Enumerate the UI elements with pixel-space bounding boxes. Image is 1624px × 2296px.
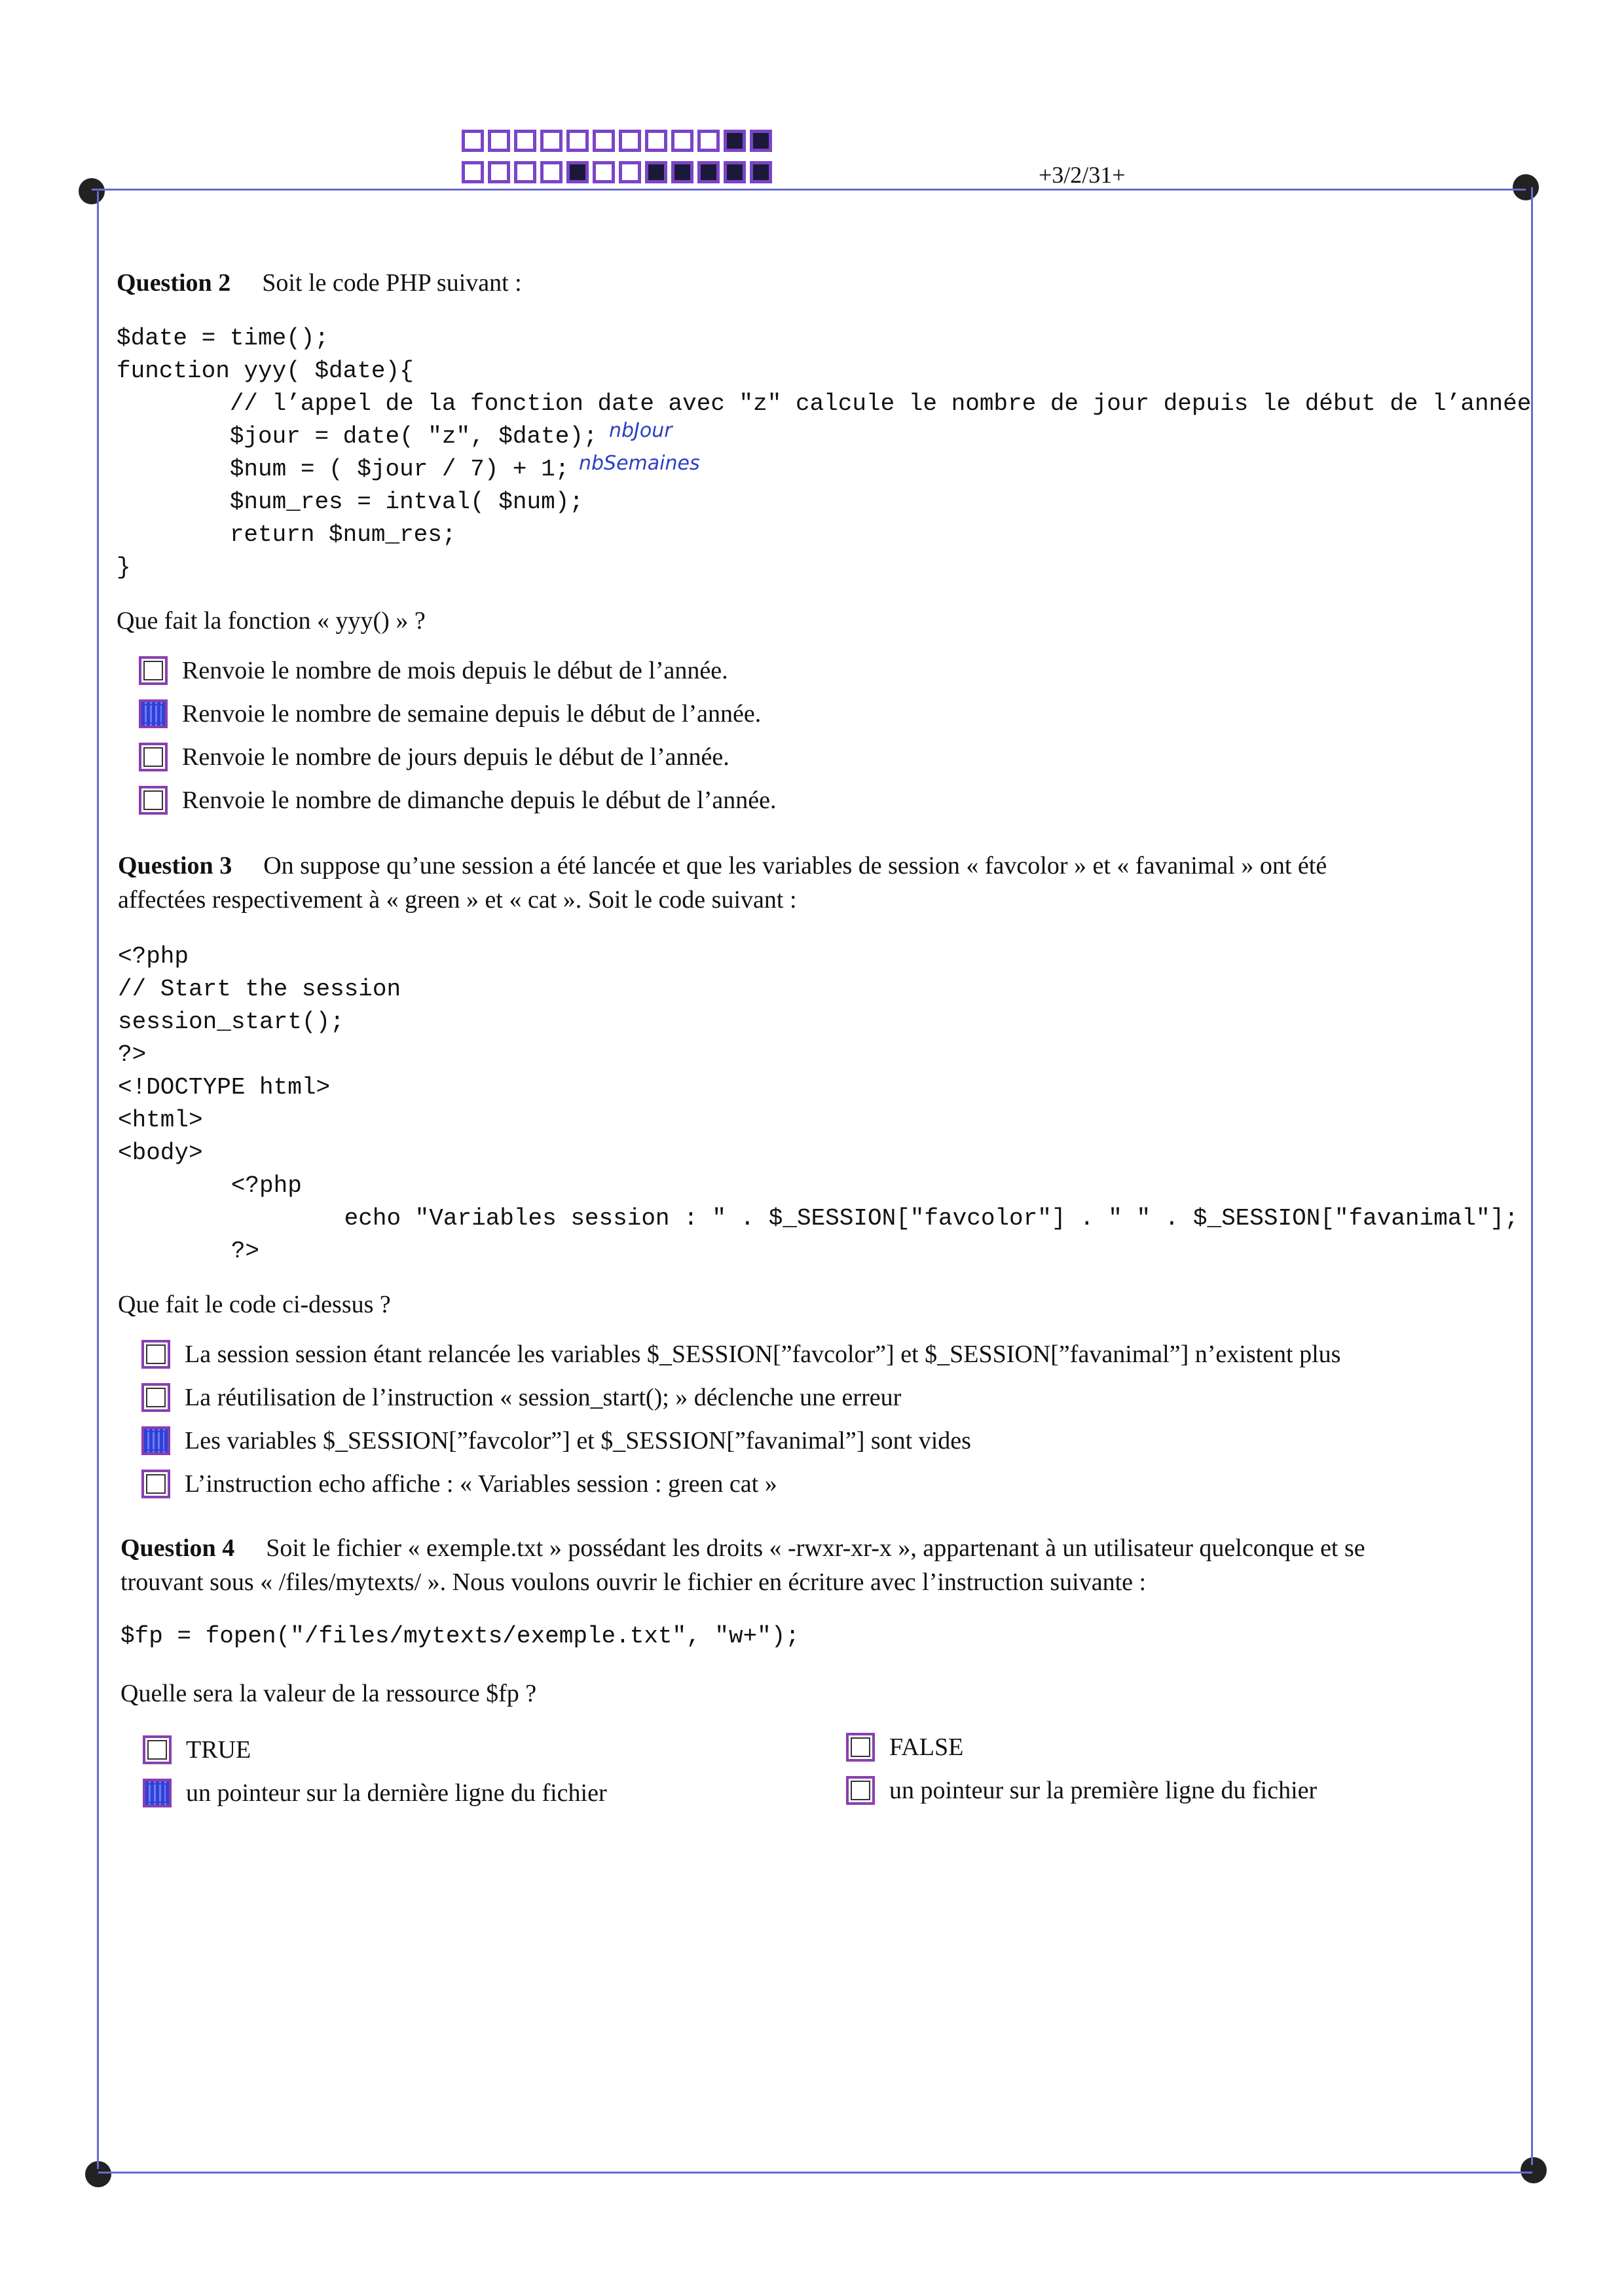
question-2-question: Que fait la fonction « yyy() » ? (117, 607, 426, 635)
question-4-header (120, 1531, 1365, 1565)
q4-option-false[interactable] (846, 1733, 963, 1762)
q2-option-3[interactable] (139, 743, 729, 771)
id-cell (750, 130, 772, 152)
id-cell (750, 161, 772, 183)
code-line: function yyy( $date){ (117, 358, 414, 384)
id-cell (645, 161, 667, 183)
question-2-code (117, 322, 1531, 584)
id-cell (619, 130, 641, 152)
q4-option-last-line-label: un pointeur sur la dernière ligne du fichier (186, 1779, 607, 1807)
question-3-code (118, 940, 1519, 1268)
q2-option-4[interactable] (139, 786, 776, 815)
frame-top (92, 189, 1526, 191)
q4-checkbox-true[interactable] (143, 1735, 172, 1764)
student-id-grid-row-2 (462, 161, 776, 183)
corner-marker-bottom-right (1521, 2157, 1547, 2183)
q2-option-3-label: Renvoie le nombre de jours depuis le début de l’année. (182, 743, 729, 771)
id-cell (540, 130, 563, 152)
question-2-prompt: Soit le code PHP suivant : (262, 269, 522, 297)
q2-checkbox-2[interactable] (139, 699, 168, 728)
question-4-question: Quelle sera la valeur de la ressource $fp ? (120, 1680, 537, 1707)
q4-option-true-label: TRUE (186, 1736, 251, 1764)
q4-checkbox-false[interactable] (846, 1733, 875, 1762)
q2-option-1-label: Renvoie le nombre de mois depuis le début de l’année. (182, 657, 728, 684)
question-3-label: Question 3 (118, 852, 232, 880)
id-cell (724, 161, 746, 183)
q3-option-3[interactable] (141, 1426, 971, 1455)
id-cell (645, 130, 667, 152)
id-cell (514, 161, 536, 183)
q2-checkbox-3[interactable] (139, 743, 168, 771)
question-4-code: $fp = fopen("/files/mytexts/exemple.txt", "w+"); (120, 1623, 800, 1650)
code-line: <?php (118, 1172, 302, 1199)
q4-checkbox-first-line[interactable] (846, 1776, 875, 1805)
id-cell (724, 130, 746, 152)
id-cell (462, 130, 484, 152)
question-3-question: Que fait le code ci-dessus ? (118, 1291, 391, 1318)
q3-checkbox-2[interactable] (141, 1383, 170, 1412)
q3-checkbox-1[interactable] (141, 1340, 170, 1369)
q3-option-2-label: La réutilisation de l’instruction « session_start(); » déclenche une erreur (185, 1384, 902, 1411)
corner-marker-top-left (79, 178, 105, 204)
frame-left (97, 191, 99, 2169)
q4-option-first-line-label: un pointeur sur la première ligne du fichier (889, 1777, 1318, 1804)
code-line: <!DOCTYPE html> (118, 1074, 331, 1101)
id-cell (488, 161, 510, 183)
id-cell (593, 130, 615, 152)
code-line: session_start(); (118, 1009, 344, 1035)
page-id: +3/2/31+ (1039, 162, 1126, 188)
code-line: $num = ( $jour / 7) + 1; (117, 456, 570, 483)
id-cell (514, 130, 536, 152)
q4-option-last-line[interactable] (143, 1779, 607, 1807)
id-cell (566, 130, 589, 152)
code-line: $date = time(); (117, 325, 329, 352)
code-line: echo "Variables session : " . $_SESSION["favcolor"] . " " . $_SESSION["favanimal"]; (118, 1205, 1519, 1232)
id-cell (488, 130, 510, 152)
q3-option-4[interactable] (141, 1470, 777, 1498)
question-3-header (118, 849, 1327, 883)
id-cell (462, 161, 484, 183)
q3-option-2[interactable] (141, 1383, 901, 1412)
q3-option-4-label: L’instruction echo affiche : « Variables session : green cat » (185, 1470, 777, 1498)
q4-option-true[interactable] (143, 1735, 251, 1764)
id-cell (540, 161, 563, 183)
q3-option-3-label: Les variables $_SESSION[”favcolor”] et $_SESSION[”favanimal”] sont vides (185, 1427, 971, 1454)
id-cell (671, 161, 693, 183)
code-line: <html> (118, 1107, 203, 1134)
q2-checkbox-1[interactable] (139, 656, 168, 685)
code-line: ?> (118, 1238, 260, 1265)
handwritten-note-nbsemaines: nbSemaines (579, 452, 700, 475)
q3-option-1[interactable] (141, 1340, 1340, 1369)
id-cell (593, 161, 615, 183)
frame-right (1531, 187, 1533, 2165)
code-line: $jour = date( "z", $date); (117, 423, 598, 450)
q2-option-4-label: Renvoie le nombre de dimanche depuis le début de l’année. (182, 787, 777, 814)
corner-marker-top-right (1513, 174, 1539, 200)
q3-checkbox-4[interactable] (141, 1470, 170, 1498)
id-cell (566, 161, 589, 183)
id-cell (697, 161, 720, 183)
q4-checkbox-last-line[interactable] (143, 1779, 172, 1807)
id-cell (619, 161, 641, 183)
q3-checkbox-3[interactable] (141, 1426, 170, 1455)
id-cell (697, 130, 720, 152)
code-line: return $num_res; (117, 521, 456, 548)
q4-option-first-line[interactable] (846, 1776, 1317, 1805)
question-2-label: Question 2 (117, 269, 231, 297)
frame-bottom (98, 2172, 1532, 2174)
code-line: <?php (118, 943, 189, 970)
q2-checkbox-4[interactable] (139, 786, 168, 815)
q2-option-1[interactable] (139, 656, 728, 685)
code-line: ?> (118, 1041, 147, 1068)
q2-option-2-label: Renvoie le nombre de semaine depuis le début de l’année. (182, 700, 762, 728)
question-4-prompt-line-1: Soit le fichier « exemple.txt » possédant les droits « -rwxr-xr-x », appartenant à un utilisateur quelconque et se (266, 1534, 1365, 1562)
q4-option-false-label: FALSE (889, 1733, 964, 1761)
question-3-prompt-line-2: affectées respectivement à « green » et « cat ». Soit le code suivant : (118, 886, 797, 914)
question-4-prompt-line-2: trouvant sous « /files/mytexts/ ». Nous voulons ouvrir le fichier en écriture avec l’instruction suivante : (120, 1568, 1147, 1596)
question-3-prompt-line-1: On suppose qu’une session a été lancée et que les variables de session « favcolor » et « favanimal » ont été (263, 852, 1327, 880)
code-line: // Start the session (118, 976, 401, 1003)
code-line: } (117, 554, 131, 581)
question-2-header (117, 266, 522, 300)
code-line: <body> (118, 1139, 203, 1166)
id-cell (671, 130, 693, 152)
question-4-label: Question 4 (120, 1534, 235, 1562)
q2-option-2[interactable] (139, 699, 761, 728)
code-line: $num_res = intval( $num); (117, 489, 583, 515)
handwritten-note-nbjour: nbJour (609, 419, 673, 442)
student-id-grid-row-1 (462, 130, 776, 152)
code-line: // l’appel de la fonction date avec "z" calcule le nombre de jour depuis le début de l’année (117, 390, 1532, 417)
q3-option-1-label: La session session étant relancée les variables $_SESSION[”favcolor”] et $_SESSION[”favanimal”] n’existent plus (185, 1341, 1341, 1368)
